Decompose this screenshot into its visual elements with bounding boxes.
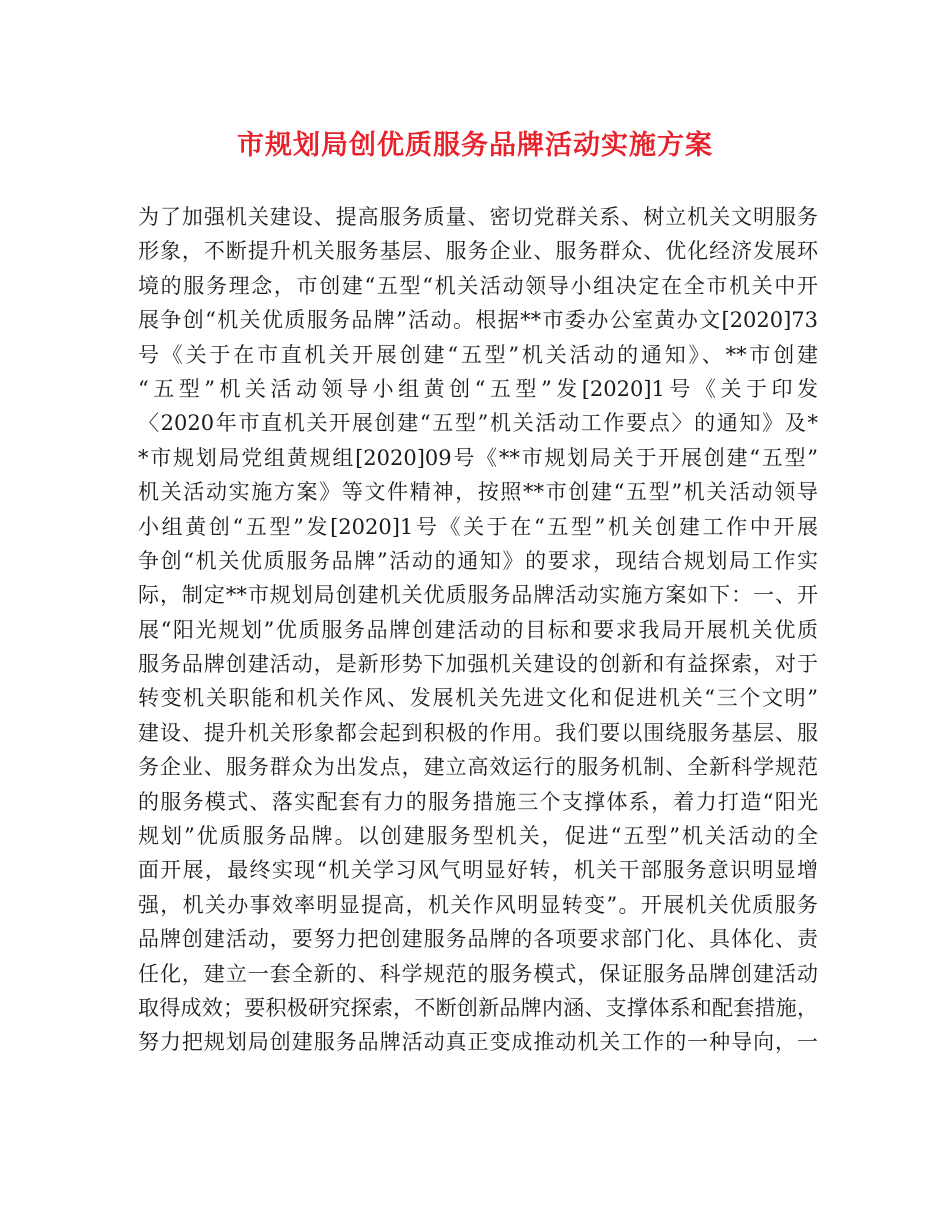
body-line: 服务品牌创建活动，是新形势下加强机关建设的创新和有益探索，对于	[138, 652, 818, 677]
document-body	[138, 200, 818, 1060]
body-line: 建设、提升机关形象都会起到积极的作用。我们要以围绕服务基层、服	[138, 720, 818, 745]
body-line: 务企业、服务群众为出发点，建立高效运行的服务机制、全新科学规范	[138, 755, 818, 780]
body-line: 为了加强机关建设、提高服务质量、密切党群关系、树立机关文明服务	[138, 205, 818, 229]
body-line: 小组黄创“五型”发[2020]1号《关于在“五型”机关创建工作中开展	[138, 514, 818, 539]
body-line: 际，制定**市规划局创建机关优质服务品牌活动实施方案如下：一、开	[138, 583, 818, 608]
body-line: 形象，不断提升机关服务基层、服务企业、服务群众、优化经济发展环	[138, 239, 818, 264]
body-line: 展争创“机关优质服务品牌”活动。根据**市委办公室黄办文[2020]73	[138, 308, 818, 333]
body-line: “五型”机关活动领导小组黄创“五型”发[2020]1号《关于印发	[138, 376, 818, 401]
body-line: 努力把规划局创建服务品牌活动真正变成推动机关工作的一种导向，一	[138, 1030, 818, 1055]
body-line: 〈2020年市直机关开展创建“五型”机关活动工作要点〉的通知》及*	[138, 411, 818, 436]
body-line: 号《关于在市直机关开展创建“五型”机关活动的通知》、**市创建	[138, 342, 818, 367]
body-line: 的服务模式、落实配套有力的服务措施三个支撑体系，着力打造“阳光	[138, 789, 818, 814]
body-line: 品牌创建活动，要努力把创建服务品牌的各项要求部门化、具体化、责	[138, 927, 818, 952]
body-line: 境的服务理念，市创建“五型“机关活动领导小组决定在全市机关中开	[138, 273, 818, 298]
body-line: 任化，建立一套全新的、科学规范的服务模式，保证服务品牌创建活动	[138, 961, 818, 986]
body-line: 强，机关办事效率明显提高，机关作风明显转变”。开展机关优质服务	[138, 892, 818, 917]
body-line: 机关活动实施方案》等文件精神，按照**市创建“五型”机关活动领导	[138, 480, 818, 505]
body-line: 展“阳光规划”优质服务品牌创建活动的目标和要求我局开展机关优质	[138, 617, 818, 642]
body-line: 争创“机关优质服务品牌”活动的通知》的要求，现结合规划局工作实	[138, 548, 818, 573]
body-line: 面开展，最终实现“机关学习风气明显好转，机关干部服务意识明显增	[138, 858, 818, 883]
body-line: 规划”优质服务品牌。以创建服务型机关，促进“五型”机关活动的全	[138, 824, 818, 849]
body-line: 取得成效；要积极研究探索，不断创新品牌内涵、支撑体系和配套措施，	[138, 995, 818, 1020]
body-line: 转变机关职能和机关作风、发展机关先进文化和促进机关“三个文明”	[138, 686, 818, 711]
body-line: *市规划局党组黄规组[2020]09号《**市规划局关于开展创建“五型”	[138, 445, 818, 470]
document-title: 市规划局创优质服务品牌活动实施方案	[237, 130, 713, 161]
